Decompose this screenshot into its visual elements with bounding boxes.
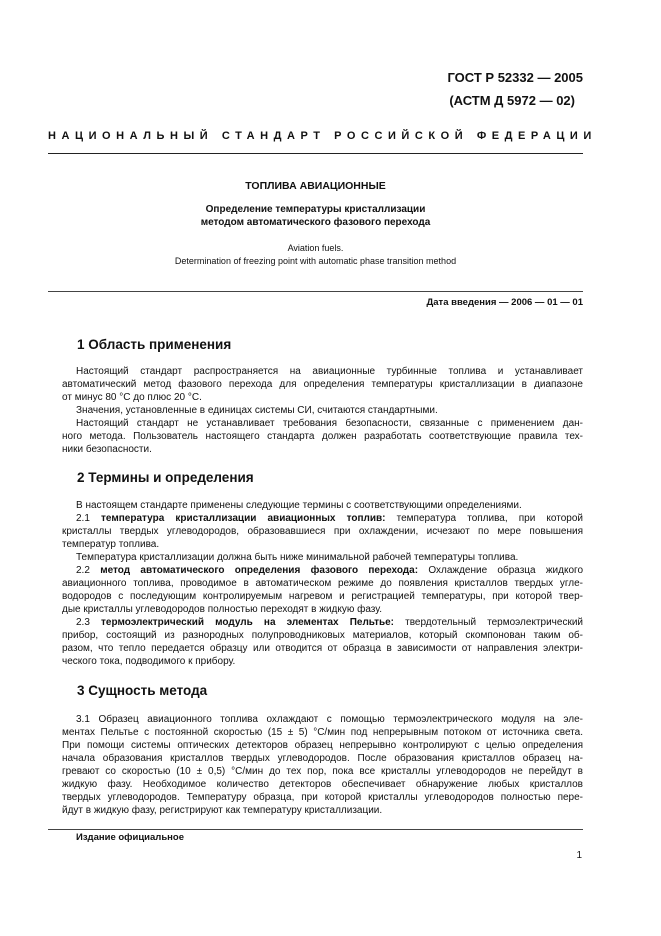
s1-p3-line-2: ного метода. Пользователь настоящего стандарта должен разработать соответствующие правила тех- [62, 431, 583, 442]
national-standard-heading: НАЦИОНАЛЬНЫЙ СТАНДАРТ РОССИЙСКОЙ ФЕДЕРАЦИИ [48, 130, 597, 142]
term-2-2-line-3: водородов с последующим контролируемым нагревом и регистрацией температуры, при которой твер- [62, 591, 583, 602]
section-1-heading: 1 Область применения [77, 337, 232, 352]
section-3-heading: 3 Сущность метода [77, 683, 208, 698]
term-2-2-name: метод автоматического определения фазового перехода: [100, 565, 419, 576]
term-2-2-line-2: авиационного топлива, проводимое в автоматическом режиме до появления кристаллов твердых угле- [62, 578, 583, 589]
term-2-3-line-2: прибор, состоящий из разнородных полупроводниковых материалов, который скомпонован таким об- [62, 630, 583, 641]
term-2-2-line-1: 2.2 метод автоматического определения фазового перехода: Охлаждение образца жидкого [76, 565, 584, 576]
official-edition-label: Издание официальное [76, 832, 184, 843]
s1-p2: Значения, установленные в единицах системы СИ, считаются стандартными. [76, 405, 438, 416]
s1-p3-line-1: Настоящий стандарт не устанавливает требования безопасности, связанные с применением дан- [76, 418, 583, 429]
term-2-3-line-4: ческого тока, подводимого к прибору. [62, 656, 236, 667]
english-title-line-1: Aviation fuels. [287, 243, 344, 253]
s3-line-8: йдут в жидкую фазу, регистрируют как температуру кристаллизации. [62, 805, 383, 816]
term-2-3-line-1: 2.3 термоэлектрический модуль на элементах Пельтье: твердотельный термоэлектрический [76, 617, 583, 628]
s3-line-4: начала образования кристаллов твердых углеводородов. После образования кристаллов образец на- [62, 753, 583, 764]
s3-line-7: твердых углеводородов. Температуру образца, при которой кристаллы углеводородов полностью пере- [62, 792, 583, 803]
term-2-1-line-2: кристаллы твердых углеводородов, образовавшиеся при охлаждении, исчезают по мере повышения [62, 526, 583, 537]
page-number: 1 [576, 850, 582, 861]
s3-line-2: ментах Пельтье с постоянной скоростью (15 ± 5) °С/мин под непрерывным потоком от источника света. [62, 727, 583, 738]
s1-p3-line-3: ники безопасности. [62, 444, 152, 455]
title-divider [48, 291, 583, 292]
s3-line-1: 3.1 Образец авиационного топлива охлаждают с помощью термоэлектрического модуля на эле- [76, 714, 583, 725]
term-2-1-note: Температура кристаллизации должна быть ниже минимальной рабочей температуры топлива. [76, 552, 519, 563]
introduction-date: Дата введения — 2006 — 01 — 01 [426, 297, 583, 308]
s1-p1-line-1: Настоящий стандарт распространяется на авиационные турбинные топлива и устанавливает [76, 366, 583, 377]
s2-intro: В настоящем стандарте применены следующие термины с соответствующими определениями. [76, 500, 522, 511]
term-2-1-line-1: 2.1 температура кристаллизации авиационных топлив: температура топлива, при которой [76, 513, 583, 524]
footer-divider [48, 829, 583, 830]
term-2-1-name: температура кристаллизации авиационных топлив: [101, 513, 386, 524]
standard-number: ГОСТ Р 52332 — 2005 [447, 70, 583, 85]
term-2-1-line-3: температур топлива. [62, 539, 160, 550]
s1-p1-line-2: автоматический метод фазового перехода для определения температуры кристаллизации в диапазоне [62, 379, 583, 390]
s3-line-3: При помощи системы оптических детекторов образец непрерывно контролируют с целью определения [62, 740, 583, 751]
section-2-heading: 2 Термины и определения [77, 470, 254, 485]
english-title-line-2: Determination of freezing point with automatic phase transition method [174, 256, 457, 266]
s3-line-6: жидкую фазу. Необходимое количество детекторов обеспечивает обнаружение любых кристаллов [62, 779, 583, 790]
header-divider [48, 153, 583, 154]
document-title: ТОПЛИВА АВИАЦИОННЫЕ [245, 180, 386, 192]
astm-number: (АСТМ Д 5972 — 02) [449, 93, 575, 108]
subtitle-line-2: методом автоматического фазового перехода [200, 217, 431, 228]
s3-line-5: гревают со скоростью (10 ± 0,5) °С/мин до тех пор, пока все кристаллы углеводородов не перейдут в [62, 766, 583, 777]
subtitle-line-1: Определение температуры кристаллизации [205, 204, 426, 215]
term-2-2-line-4: дые кристаллы углеводородов полностью переходят в жидкую фазу. [62, 604, 383, 615]
s1-p1-line-3: от минус 80 °С до плюс 20 °С. [62, 392, 202, 403]
term-2-3-name: термоэлектрический модуль на элементах Пельтье: [101, 617, 395, 628]
term-2-3-line-3: разом, что тепло передается образцу или отводится от образца в зависимости от направления электри- [62, 643, 583, 654]
